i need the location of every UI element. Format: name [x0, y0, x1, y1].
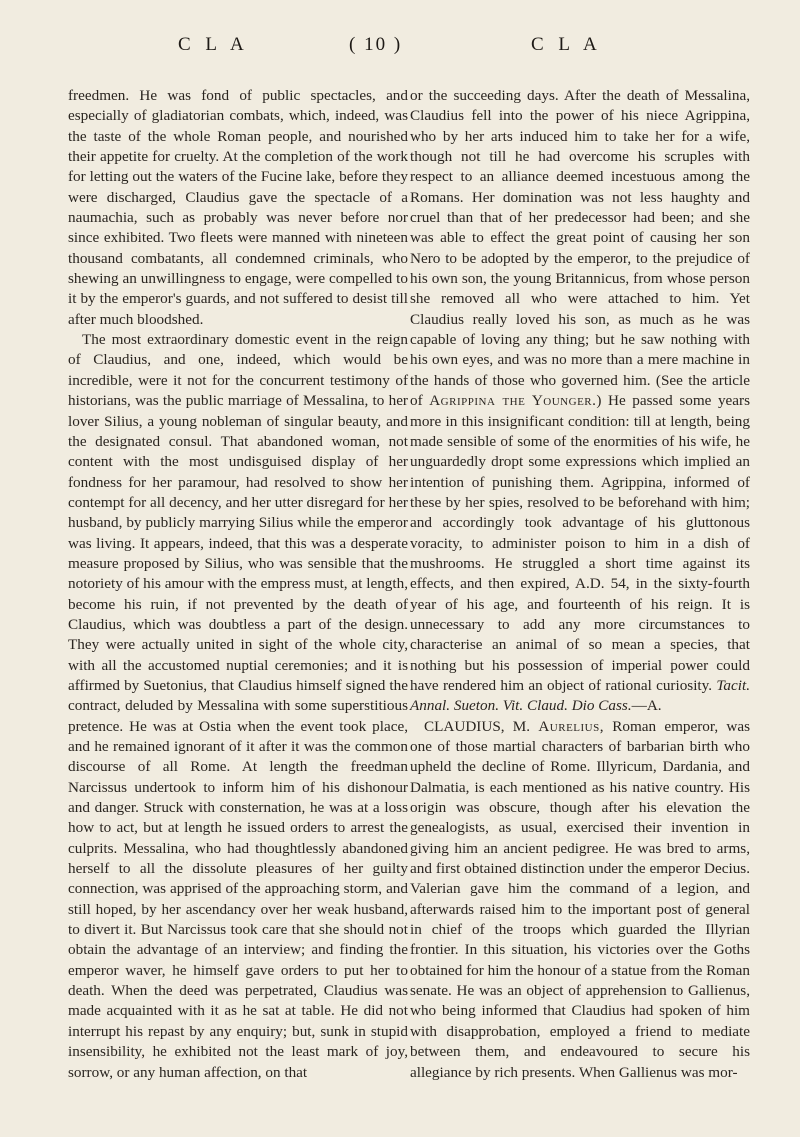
right-column	[410, 86, 750, 1083]
entry-heading: CLAUDIUS, M.	[424, 717, 539, 735]
entry-heading-aurelius: Aurelius,	[538, 717, 605, 735]
header-right: C L A	[531, 34, 602, 55]
author-signature: —A.	[631, 697, 662, 715]
entry-text: Roman emperor, was one of those martial characters of barbarian birth who upheld the decline of Rome. Illyricum, Dardania, and Dalmatia, is each mentioned as his native country. His origin was obscure, though after his elevation the genealogists, as usual, exercised their invention in giving him an ancient pedigree. He was bred to arms, and first obtained distinction under the emperor Decius. Valerian gave him the command of a legion, and afterwards raised him to the important post of general in chief of the troops which guarded the Illyrian frontier. In this situation, his victories over the Goths obtained for him the honour of a statue from the Roman senate. He was an object of apprehension to Gallienus, who being informed that Claudius had spoken of him with disapprobation, employed a friend to mediate between them, and endeavoured to secure his allegiance by rich presents. When Gallienus was mor-	[410, 717, 750, 1081]
page-number: ( 10 )	[349, 34, 403, 55]
header-left: C L A	[178, 34, 249, 55]
paragraph-messalina: The most extraordinary domestic event in the reign of Claudius, and one, indeed, which would be incredible, were it not for the concurrent testimony of historians, was the public marriage of Messalina, to her lover Silius, a young nobleman of singular beauty, and the designated consul. That abandoned woman, not content with the most undisguised display of her fondness for her paramour, had resolved to show her contempt for all decency, and her utter disregard for her husband, by publicly marrying Silius while the emperor was living. It appears, indeed, that this was a desperate measure proposed by Silius, who was sensible that the notoriety of his amour with the empress must, at length, become his ruin, if not prevented by the death of Claudius, which was doubtless a part of the design. They were actually united in sight of the whole city, with all the accustomed nuptial ceremonies; and it is affirmed by Suetonius, that Claudius himself signed the contract, deluded by Messalina with some superstitious pretence. He was at Ostia when the event took place, and he remained ignorant of it after it was the common discourse of all Rome. At length the freedman Narcissus undertook to inform him of his dishonour and danger. Struck with consternation, he was at a loss how to act, but at length he issued orders to arrest the culprits. Messalina, who had thoughtlessly abandoned herself to all the dissolute pleasures of her guilty connection, was apprised of the approaching storm, and still hoped, by her ascendancy over her weak husband, to divert it. But Narcissus took care that she should not obtain the advantage of an interview; and finding the emperor waver, he himself gave orders to put her to death. When the deed was perpetrated, Claudius was made acquainted with it as he sat at table. He did not interrupt his repast by any enquiry; but, sunk in stupid insensibility, he exhibited not the least mark of joy, sorrow, or any human affection, on that	[68, 331, 408, 1081]
paragraph-agrippina	[410, 86, 750, 717]
left-column	[68, 86, 408, 1083]
paragraph-games: freedmen. He was fond of public spectacles, and especially of gladiatorian combats, which, indeed, was the taste of the whole Roman people, and nourished their appetite for cruelty. At the completion of the work for letting out the waters of the Fucine lake, before they were discharged, Claudius gave the spectacle of a naumachia, such as probably was never before nor since exhibited. Two fleets were manned with nineteen thousand combatants, all condemned criminals, who shewing an unwillingness to engage, were compelled to it by the emperor's guards, and not suffered to desist till after much bloodshed.	[68, 87, 408, 328]
paragraph-agrippina-text-a: or the succeeding days. After the death of Messalina, Claudius fell into the power of his niece Agrippina, who by her arts induced him to take her for a wife, though not till he had overcome his scruples with respect to an alliance deemed incestuous among the Romans. Her domination was not less haughty and cruel than that of her predecessor had been; and she was able to effect the great point of causing her son Nero to be adopted by the emperor, to the prejudice of his own son, the young Britannicus, from whose person she removed all who were attached to him. Yet Claudius really loved his son, as much as he was capable of loving any thing; but he saw nothing with his own eyes, and was no more than a mere machine in the hands of those who governed him. (See the article of	[410, 87, 750, 410]
running-header	[0, 34, 800, 64]
cross-reference-agrippina: Agrippina the Younger.	[429, 392, 597, 410]
paragraph-agrippina-text-b: ) He passed some years more in this insignificant condition: till at length, being made sensible of some of the enormities of his wife, he unguardedly dropt some expressions which implied an intention of punishing them. Agrippina, informed of these by her spies, resolved to be beforehand with him; and accordingly took advantage of his gluttonous voracity, to administer poison to him in a dish of mushrooms. He struggled a short time against its effects, and then expired, A.D. 54, in the sixty-fourth year of his age, and fourteenth of his reign. It is unnecessary to add any more circumstances to characterise an animal of so mean a species, that nothing but his possession of imperial power could have rendered him an object of rational curiosity.	[410, 392, 750, 694]
entry-claudius-aurelius	[410, 717, 750, 1083]
source-citations: Tacit. Annal. Sueton. Vit. Claud. Dio Cass.	[410, 676, 750, 715]
